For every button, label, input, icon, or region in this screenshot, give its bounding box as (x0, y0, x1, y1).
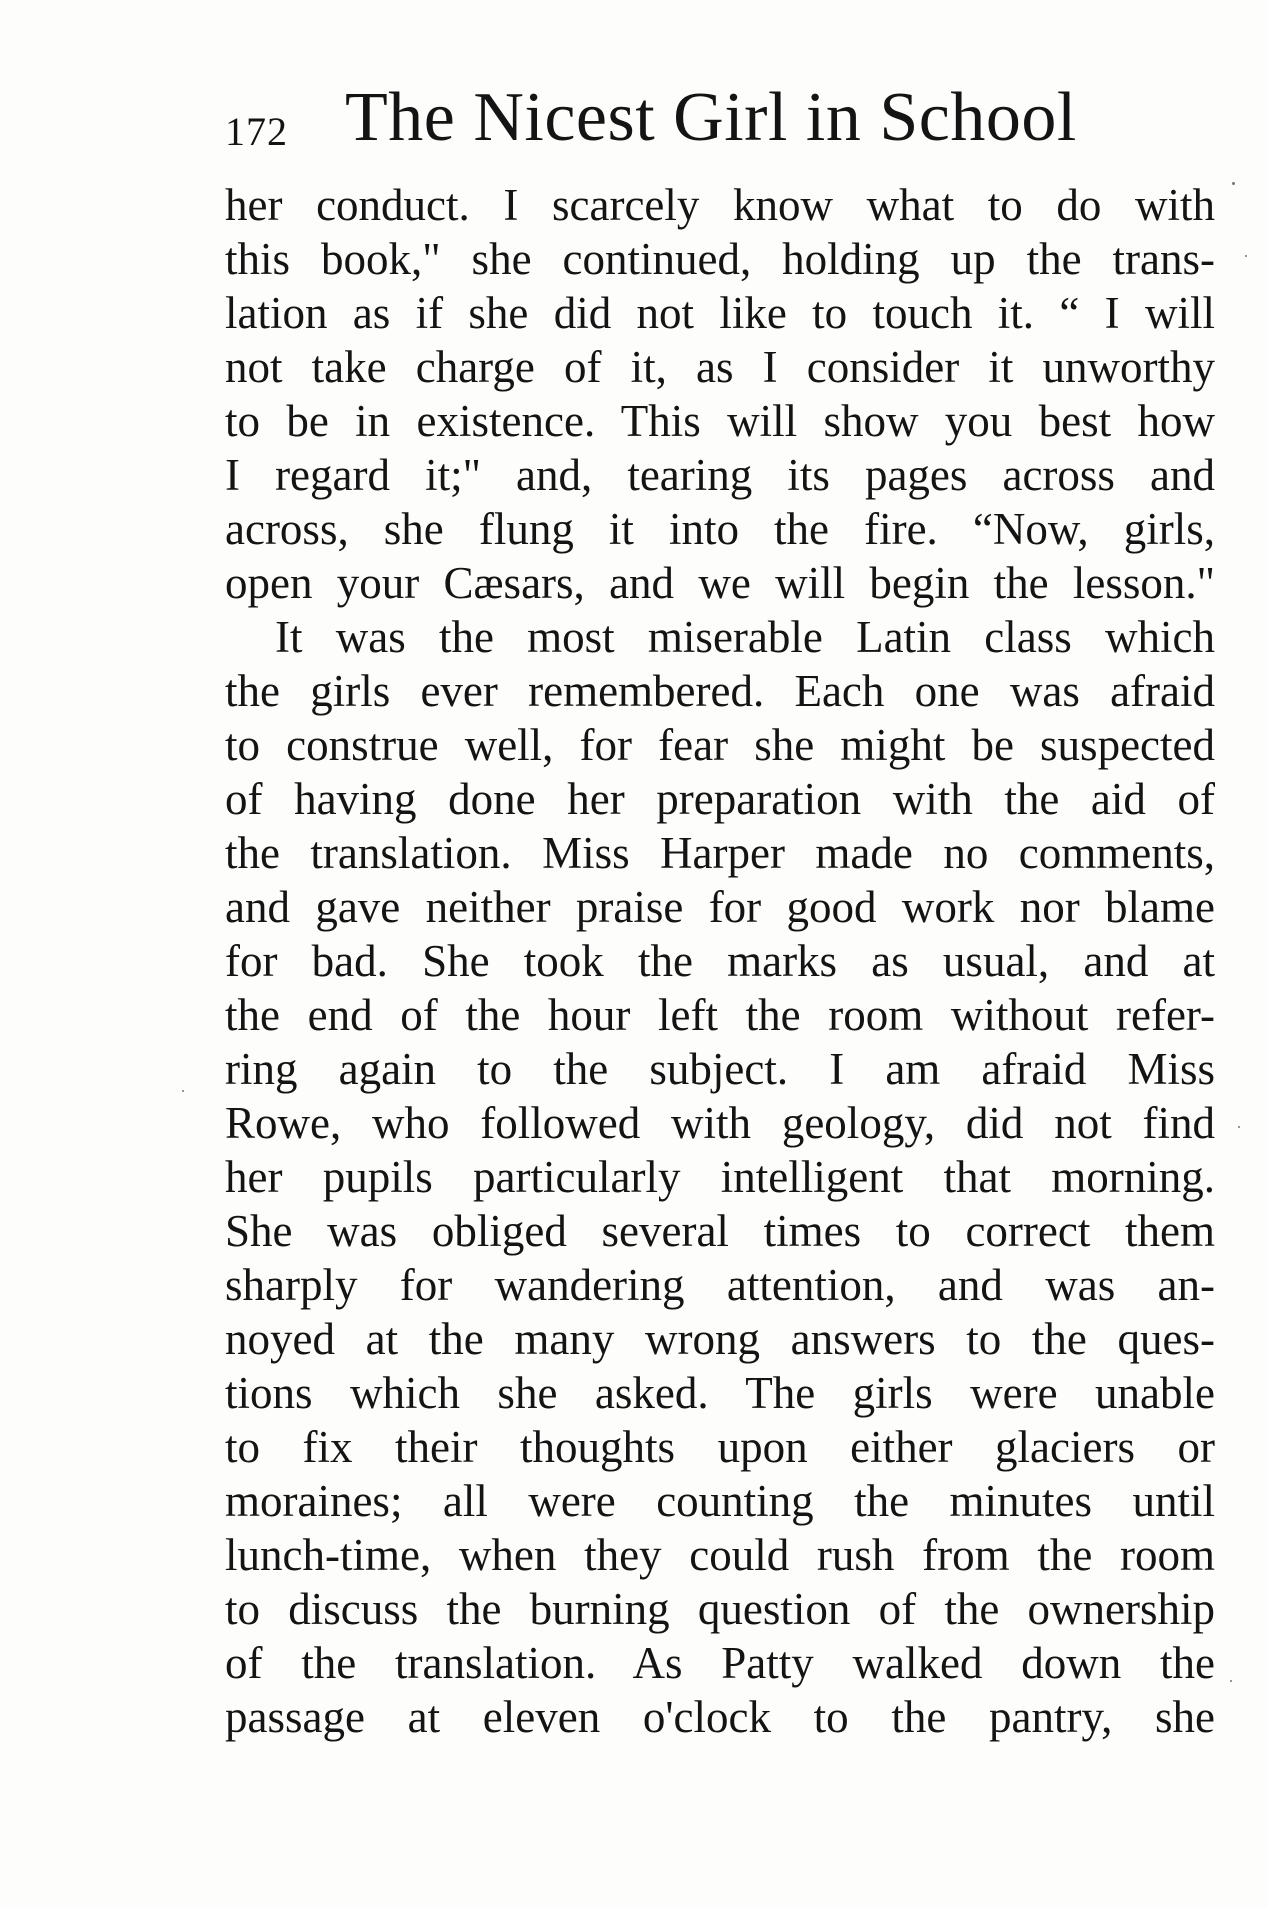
text-line: sharply for wandering attention, and was an- (225, 1260, 1215, 1310)
text-line: of the translation. As Patty walked down the (225, 1638, 1215, 1688)
text-line: of having done her preparation with the aid of (225, 774, 1215, 824)
scan-speck (182, 1090, 184, 1092)
text-line: to discuss the burning question of the ownership (225, 1584, 1215, 1634)
scan-speck (1245, 255, 1247, 257)
text-line: and gave neither praise for good work nor blame (225, 882, 1215, 932)
text-line: tions which she asked. The girls were unable (225, 1368, 1215, 1418)
text-line: the girls ever remembered. Each one was afraid (225, 666, 1215, 716)
text-line: to be in existence. This will show you best how (225, 396, 1215, 446)
text-line: for bad. She took the marks as usual, and at (225, 936, 1215, 986)
text-line: across, she flung it into the fire. “Now, girls, (225, 504, 1215, 554)
text-line: She was obliged several times to correct them (225, 1206, 1215, 1256)
text-line: I regard it;" and, tearing its pages across and (225, 450, 1215, 500)
text-line: the translation. Miss Harper made no comments, (225, 828, 1215, 878)
scan-speck (1232, 182, 1235, 185)
text-line: lation as if she did not like to touch it. “ I will (225, 288, 1215, 338)
text-line: open your Cæsars, and we will begin the lesson." (225, 558, 1215, 608)
text-line: her conduct. I scarcely know what to do with (225, 180, 1215, 230)
page-number: 172 (225, 109, 288, 154)
text-line: ring again to the subject. I am afraid Miss (225, 1044, 1215, 1094)
text-line: the end of the hour left the room without refer- (225, 990, 1215, 1040)
text-line: to fix their thoughts upon either glaciers or (225, 1422, 1215, 1472)
text-line: moraines; all were counting the minutes until (225, 1476, 1215, 1526)
scan-speck (1230, 1680, 1232, 1682)
text-line: to construe well, for fear she might be suspected (225, 720, 1215, 770)
page-header (225, 78, 1105, 158)
body-text (225, 178, 1215, 1744)
text-line: passage at eleven o'clock to the pantry, she (225, 1692, 1215, 1742)
running-title: The Nicest Girl in School (345, 79, 1077, 156)
scan-speck (1238, 1126, 1240, 1128)
text-line: lunch-time, when they could rush from the room (225, 1530, 1215, 1580)
text-line: noyed at the many wrong answers to the ques- (225, 1314, 1215, 1364)
text-line: her pupils particularly intelligent that morning. (225, 1152, 1215, 1202)
paragraph-start-line: It was the most miserable Latin class which (275, 612, 1215, 662)
text-line: this book," she continued, holding up the trans- (225, 234, 1215, 284)
text-line: not take charge of it, as I consider it unworthy (225, 342, 1215, 392)
text-line: Rowe, who followed with geology, did not find (225, 1098, 1215, 1148)
